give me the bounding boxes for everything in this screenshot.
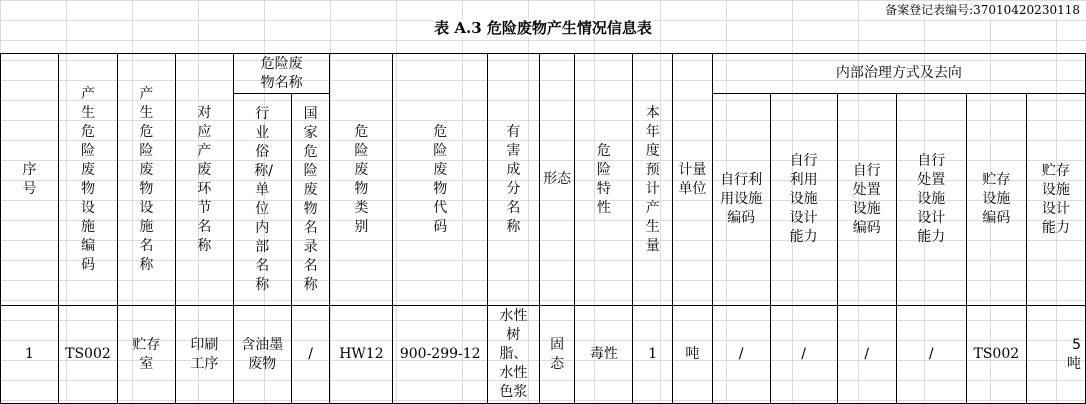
header-facility-name: 产生危险废物设施名称 [117, 54, 175, 306]
cell-facility-name: 贮存室 [117, 306, 175, 404]
header-storage-code: 贮存设施编码 [966, 94, 1026, 306]
cell-process-name: 印刷工序 [175, 306, 233, 404]
cell-form: 固态 [539, 306, 575, 404]
table-title: 表 A.3 危险废物产生情况信息表 [434, 19, 652, 37]
cell-hazardous-components: 水性树脂、水性色浆 [488, 306, 540, 404]
cell-unit: 吨 [673, 306, 713, 404]
header-disposal-capacity: 自行处置设施设计能力 [896, 94, 966, 306]
cell-facility-code: TS002 [58, 306, 117, 404]
cell-annual-amount: 1 [633, 306, 673, 404]
header-reuse-capacity: 自行利用设施设计能力 [770, 94, 837, 306]
hazardous-waste-table [0, 53, 1086, 404]
cell-storage-capacity: 5吨 [1026, 306, 1085, 404]
header-internal-group: 内部治理方式及去向 [712, 54, 1085, 94]
header-disposal-code: 自行处置设施编码 [837, 94, 896, 306]
cell-storage-code: TS002 [966, 306, 1026, 404]
header-hazard-property: 危险特性 [575, 54, 633, 306]
header-waste-name-group: 危险废物名称 [233, 54, 330, 94]
cell-disposal-code: / [837, 306, 896, 404]
header-code: 危险废物代码 [393, 54, 488, 306]
header-category: 危险废物类别 [330, 54, 393, 306]
header-facility-code: 产生危险废物设施编码 [58, 54, 117, 306]
cell-category: HW12 [330, 306, 393, 404]
table-row [1, 306, 1086, 404]
cell-national-list-name: / [291, 306, 330, 404]
header-process-name: 对应产废环节名称 [175, 54, 233, 306]
cell-reuse-capacity: / [770, 306, 837, 404]
header-annual-amount: 本年度预计产生量 [633, 54, 673, 306]
cell-reuse-code: / [712, 306, 770, 404]
header-hazardous-components: 有害成分名称 [488, 54, 540, 306]
registration-number: 备案登记表编号:37010420230118 [885, 3, 1080, 17]
header-storage-capacity: 贮存设施设计能力 [1026, 94, 1085, 306]
header-industry-name: 行业俗称/单位内部名称 [233, 94, 291, 306]
header-reuse-code: 自行利用设施编码 [712, 94, 770, 306]
header-national-list-name: 国家危险废物名录名称 [291, 94, 330, 306]
header-row-1 [1, 54, 1086, 94]
cell-disposal-capacity: / [896, 306, 966, 404]
cell-code: 900-299-12 [393, 306, 488, 404]
cell-industry-name: 含油墨废物 [233, 306, 291, 404]
header-seq: 序号 [1, 54, 59, 306]
cell-seq: 1 [1, 306, 59, 404]
header-unit: 计量单位 [673, 54, 713, 306]
header-form: 形态 [539, 54, 575, 306]
cell-hazard-property: 毒性 [575, 306, 633, 404]
